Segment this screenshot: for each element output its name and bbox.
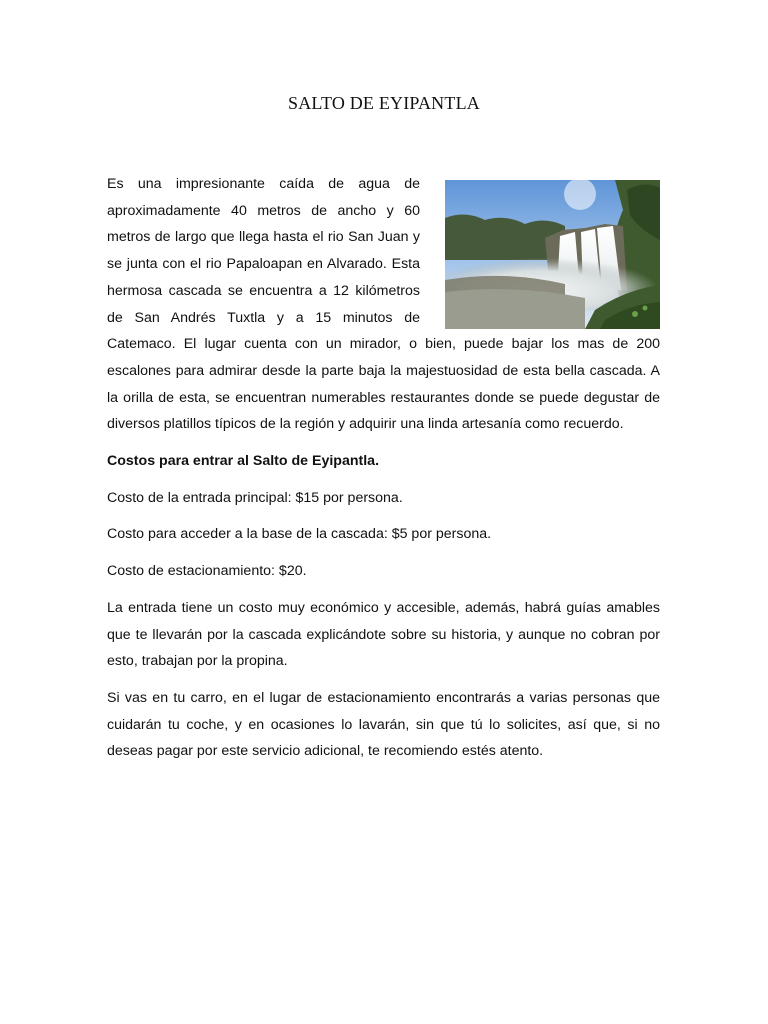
- cost-parking: Costo de estacionamiento: $20.: [107, 563, 307, 580]
- cost-entrance: Costo de la entrada principal: $15 por persona.: [107, 489, 403, 506]
- page-title: SALTO DE EYIPANTLA: [288, 93, 480, 113]
- intro-paragraph: Es una impresionante caída de agua de aproximadamente 40 metros de ancho y 60 metros de largo que llega hasta el rio San Juan y se junta con el rio Papaloapan en Alvarado. Esta hermosa cascada se encuentra a 12 kilómetros de San Andrés Tuxtla y a 15 minutos de Catemaco. El lugar cuenta con un mirador, o bien, puede bajar los mas de 200 escalones para admirar desde la parte baja la majestuosidad de esta bella cascada. A la orilla de esta, se encuentran numerables restaurantes donde se puede degustar de diversos platillos típicos de la región y adquirir una linda artesanía como recuerdo.: [107, 176, 660, 433]
- cost-base: Costo para acceder a la base de la cascada: $5 por persona.: [107, 526, 492, 543]
- costs-heading: Costos para entrar al Salto de Eyipantla.: [107, 453, 380, 470]
- parking-paragraph: Si vas en tu carro, en el lugar de estacionamiento encontrarás a varias personas que cuidarán tu coche, y en ocasiones lo lavarán, sin que tú lo solicites, así que, si no deseas pagar por este servicio adicional, te recomiendo estés atento.: [107, 689, 660, 760]
- guides-paragraph: La entrada tiene un costo muy económico y accesible, además, habrá guías amables que te llevarán por la cascada explicándote sobre su historia, y aunque no cobran por esto, trabajan por la propina.: [107, 599, 660, 670]
- waterfall-photo: [445, 180, 660, 329]
- document-body: [107, 171, 660, 765]
